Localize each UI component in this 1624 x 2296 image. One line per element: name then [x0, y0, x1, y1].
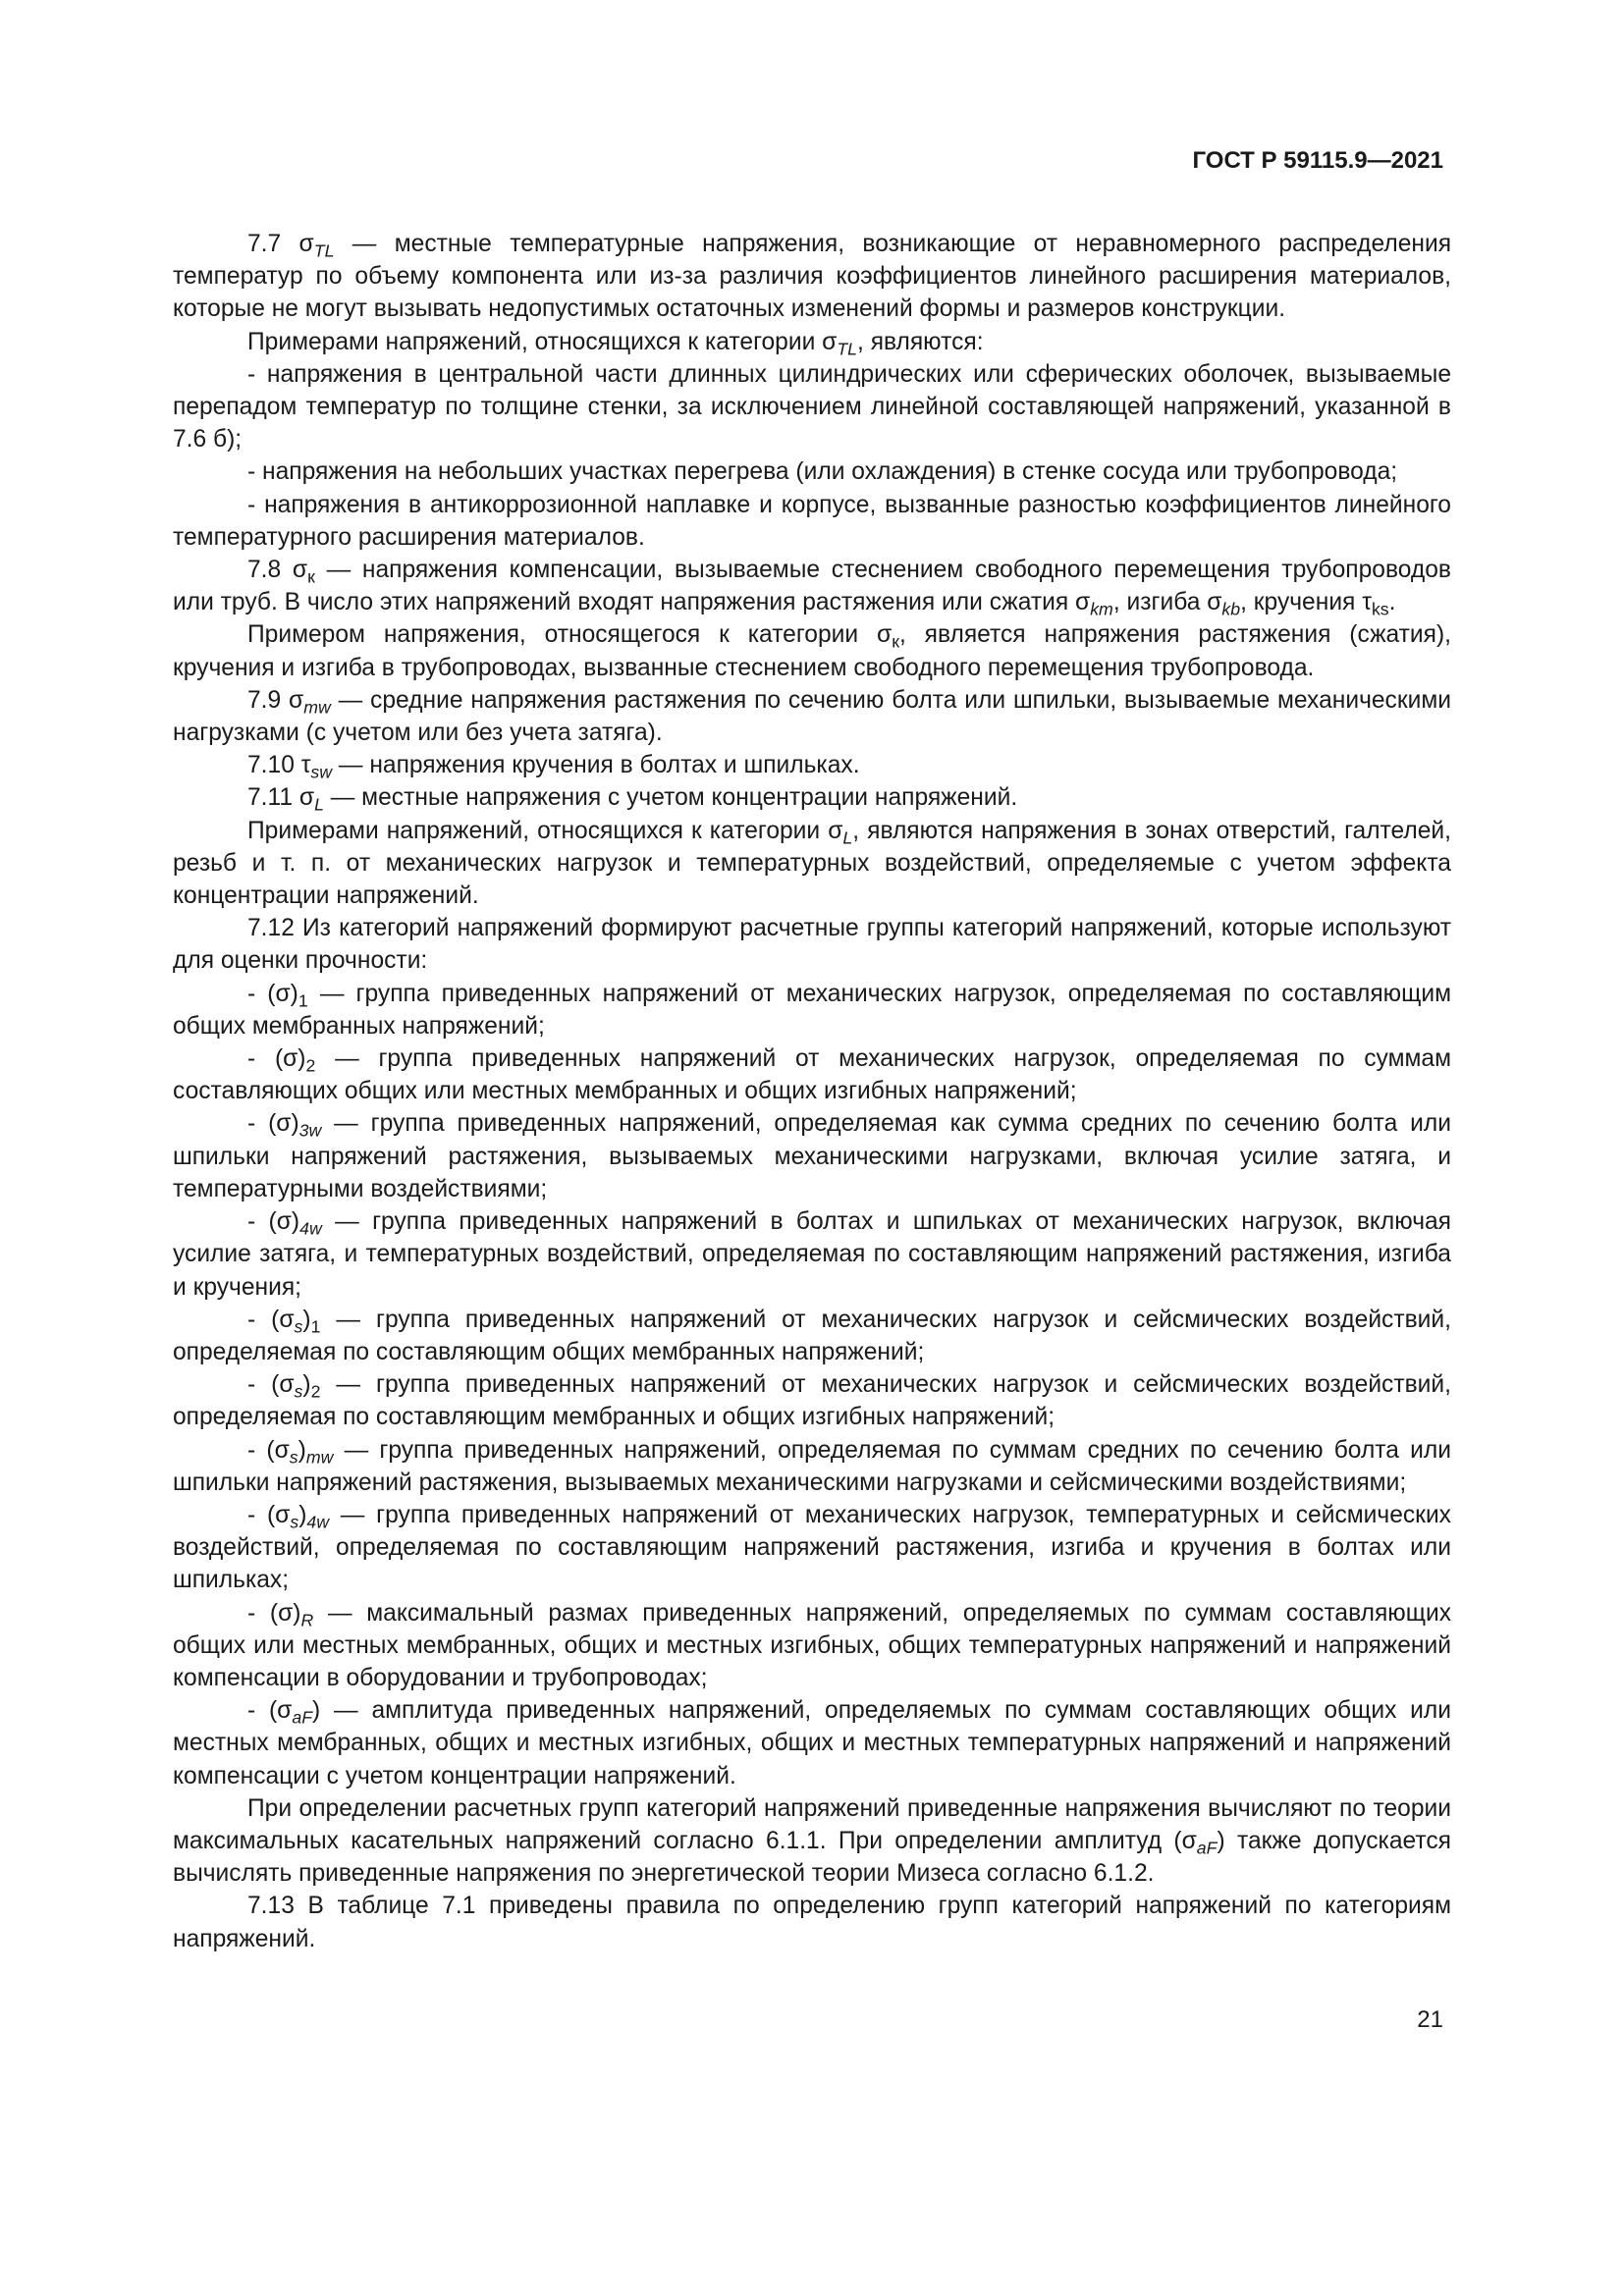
text-run: , кручения τ	[1240, 589, 1372, 616]
subscript-text: 3w	[298, 1121, 322, 1142]
paragraph	[173, 978, 1451, 1042]
subscript-text: ks	[1371, 599, 1389, 619]
paragraph	[173, 1304, 1451, 1368]
paragraph	[173, 781, 1451, 814]
document-body	[173, 228, 1451, 1955]
subscript	[298, 990, 308, 1010]
text-run: — группа приведенных напряжений от механических нагрузок, определяемая по составляющим общих мембранных напряжений;	[173, 980, 1451, 1040]
paragraph	[173, 912, 1451, 977]
subscript	[299, 1219, 322, 1239]
subscript	[306, 1447, 334, 1467]
paragraph	[173, 1205, 1451, 1304]
paragraph	[173, 1890, 1451, 1954]
subscript-text: aF	[1196, 1838, 1218, 1858]
text-run: Примерами напряжений, относящихся к категории σ	[247, 817, 843, 844]
subscript-text: TL	[837, 339, 858, 359]
subscript-text: sw	[310, 762, 333, 782]
text-run: - напряжения на небольших участках перегрева (или охлаждения) в стенке сосуда или трубопровода;	[247, 458, 1398, 486]
subscript	[311, 1382, 321, 1402]
paragraph	[173, 749, 1451, 781]
subscript	[842, 828, 852, 847]
paragraph	[173, 358, 1451, 456]
paragraph	[173, 455, 1451, 488]
subscript	[314, 241, 335, 261]
text-run: — группа приведенных напряжений от механических нагрузок, определяемая по суммам составляющих общих или местных мембранных и общих изгибных напряжений;	[173, 1045, 1451, 1105]
text-run: )	[302, 1306, 311, 1333]
paragraph	[173, 618, 1451, 683]
text-run: ) — амплитуда приведенных напряжений, определяемых по суммам составляющих общих или местных мембранных, общих и местных изгибных, общих и местных температурных напряжений и напряжений компенсации с учетом концентрации напряжений.	[173, 1697, 1451, 1789]
paragraph	[173, 228, 1451, 326]
text-run: — местные напряжения с учетом концентрации напряжений.	[323, 784, 1018, 812]
subscript	[290, 1513, 298, 1532]
text-run: , являются напряжения в зонах отверстий, галтелей, резьб и т. п. от механических нагрузок и температурных воздействий, определяемые с учетом эффекта концентрации напряжений.	[173, 817, 1451, 910]
text-run: - напряжения в антикоррозионной наплавке и корпусе, вызванные разностью коэффициентов линейного температурного расширения материалов.	[173, 491, 1451, 551]
subscript-text: km	[1090, 599, 1113, 619]
text-run: — группа приведенных напряжений от механических нагрузок, температурных и сейсмических воздействий, определяемая по составляющим напряжений растяжения, изгиба и кручения в болтах или шпильках;	[173, 1501, 1451, 1594]
text-run: )	[298, 1436, 306, 1464]
subscript	[1197, 1839, 1218, 1858]
subscript	[314, 795, 324, 815]
text-run: )	[302, 1371, 311, 1399]
text-run: - (σ)	[247, 1208, 300, 1236]
text-run: 7.8 σ	[247, 557, 308, 584]
text-run: — группа приведенных напряжений от механических нагрузок и сейсмических воздействий, определяемая по составляющим мембранных и общих изгибных напряжений;	[173, 1371, 1451, 1431]
text-run: - (σ)	[247, 980, 298, 1007]
subscript-text: TL	[313, 240, 335, 261]
subscript-text: kb	[1221, 599, 1241, 619]
text-run: 7.11 σ	[247, 784, 315, 812]
text-run: , является напряжения растяжения (сжатия), кручения и изгиба в трубопроводах, вызванные стеснением свободного перемещения трубопровода.	[173, 621, 1451, 681]
subscript-text: mw	[305, 1447, 334, 1468]
text-run: — напряжения кручения в болтах и шпильках.	[332, 752, 860, 779]
subscript-text: 2	[305, 1055, 316, 1076]
text-run: 7.13 В таблице 7.1 приведены правила по определению групп категорий напряжений по категориям напряжений.	[173, 1893, 1451, 1952]
subscript-text: к	[307, 566, 315, 587]
text-run: )	[298, 1501, 307, 1528]
text-run: — группа приведенных напряжений от механических нагрузок и сейсмических воздействий, определяемая по составляющим общих мембранных напряжений;	[173, 1306, 1451, 1365]
subscript-text: R	[300, 1610, 314, 1630]
paragraph	[173, 489, 1451, 554]
text-run: Примером напряжения, относящегося к категории σ	[247, 621, 893, 649]
subscript	[1090, 600, 1113, 619]
subscript-text: 1	[310, 1316, 321, 1337]
subscript	[290, 1447, 298, 1467]
text-run: , изгиба σ	[1112, 589, 1222, 616]
paragraph	[173, 1368, 1451, 1433]
subscript	[310, 763, 332, 782]
text-run: — максимальный размах приведенных напряжений, определяемых по суммам составляющих общих или местных мембранных, общих и местных изгибных, общих температурных напряжений и напряжений компенсации в оборудовании и трубопроводах;	[173, 1599, 1451, 1691]
text-run: .	[1388, 589, 1396, 616]
subscript-text: L	[842, 828, 853, 848]
paragraph	[173, 815, 1451, 913]
text-run: — группа приведенных напряжений в болтах и шпильках от механических нагрузок, включая усилие затяга, и температурных воздействий, определяемая по составляющим напряжений растяжения, изгиба и кручения;	[173, 1208, 1451, 1301]
subscript-text: aF	[292, 1707, 313, 1728]
subscript-text: s	[290, 1512, 299, 1532]
subscript-text: 4w	[306, 1512, 330, 1532]
text-run: 7.7 σ	[247, 231, 314, 257]
text-run: — напряжения компенсации, вызываемые стеснением свободного перемещения трубопроводов или труб. В число этих напряжений входят напряжения растяжения или сжатия σ	[173, 557, 1451, 616]
subscript	[1372, 600, 1389, 619]
subscript-text: L	[314, 795, 324, 816]
subscript-text: s	[294, 1316, 303, 1337]
text-run: - (σ	[247, 1306, 295, 1333]
document-code-header: ГОСТ Р 59115.9—2021	[1192, 147, 1443, 174]
subscript-text: 1	[298, 990, 308, 1011]
subscript	[837, 339, 857, 358]
text-run: ) также допускается вычислять приведенные напряжения по энергетической теории Мизеса согласно 6.1.2.	[173, 1827, 1451, 1888]
subscript	[892, 632, 899, 652]
text-run: 7.10 τ	[247, 752, 311, 779]
text-run: - (σ)	[247, 1599, 301, 1627]
text-run: - (σ)	[247, 1110, 299, 1138]
text-run: , являются:	[857, 328, 984, 355]
paragraph	[173, 1434, 1451, 1499]
text-run: - (σ)	[247, 1045, 306, 1073]
subscript	[299, 1121, 322, 1141]
text-run: - (σ	[247, 1371, 295, 1399]
text-run: — группа приведенных напряжений, определяемая по суммам средних по сечению болта или шпильки напряжений растяжения, вызываемых механическими нагрузками и сейсмическими воздействиями;	[173, 1436, 1451, 1496]
paragraph	[173, 1499, 1451, 1597]
paragraph	[173, 554, 1451, 618]
subscript-text: s	[294, 1381, 303, 1402]
subscript	[306, 1056, 316, 1076]
subscript	[303, 698, 331, 718]
text-run: — группа приведенных напряжений, определяемая как сумма средних по сечению болта или шпильки напряжений растяжения, вызываемых механическими нагрузками, включая усилие затяга, и температурными воздействиями;	[173, 1110, 1451, 1202]
text-run: - (σ	[247, 1436, 290, 1464]
text-run: - напряжения в центральной части длинных цилиндрических или сферических оболочек, вызываемые перепадом температур по толщине стенки, за исключением линейной составляющей напряжений, указанной в 7.6 б);	[173, 360, 1451, 454]
subscript	[292, 1708, 312, 1728]
subscript-text: s	[289, 1447, 298, 1468]
text-run: — средние напряжения растяжения по сечению болта или шпильки, вызываемые механическими нагрузками (с учетом или без учета затяга).	[173, 686, 1452, 747]
paragraph	[173, 1694, 1451, 1792]
subscript	[300, 1610, 313, 1629]
paragraph	[173, 684, 1451, 749]
paragraph	[173, 1042, 1451, 1107]
subscript	[1221, 600, 1240, 619]
subscript	[307, 567, 315, 587]
subscript-text: 4w	[299, 1218, 322, 1239]
text-run: При определении расчетных групп категорий напряжений приведенные напряжения вычисляют по теории максимальных касательных напряжений согласно 6.1.1. При определении амплитуд (σ	[173, 1794, 1451, 1854]
paragraph	[173, 1597, 1451, 1695]
paragraph	[173, 1792, 1451, 1891]
page-number: 21	[1417, 2006, 1443, 2033]
text-run: 7.12 Из категорий напряжений формируют расчетные группы категорий напряжений, которые используют для оценки прочности:	[173, 915, 1451, 975]
subscript	[306, 1513, 329, 1532]
text-run: - (σ	[247, 1697, 293, 1725]
text-run: - (σ	[247, 1501, 291, 1528]
text-run: Примерами напряжений, относящихся к категории σ	[247, 328, 838, 355]
paragraph	[173, 326, 1451, 358]
text-run: — местные температурные напряжения, возникающие от неравномерного распределения температур по объему компонента или из-за различия коэффициентов линейного расширения материалов, которые не могут вызывать недопустимых остаточных изменений формы и размеров конструкции.	[173, 231, 1452, 323]
paragraph	[173, 1107, 1451, 1205]
subscript-text: mw	[303, 697, 331, 718]
subscript	[311, 1316, 321, 1336]
text-run: 7.9 σ	[247, 686, 304, 714]
subscript-text: 2	[310, 1381, 321, 1402]
subscript-text: к	[892, 632, 899, 653]
